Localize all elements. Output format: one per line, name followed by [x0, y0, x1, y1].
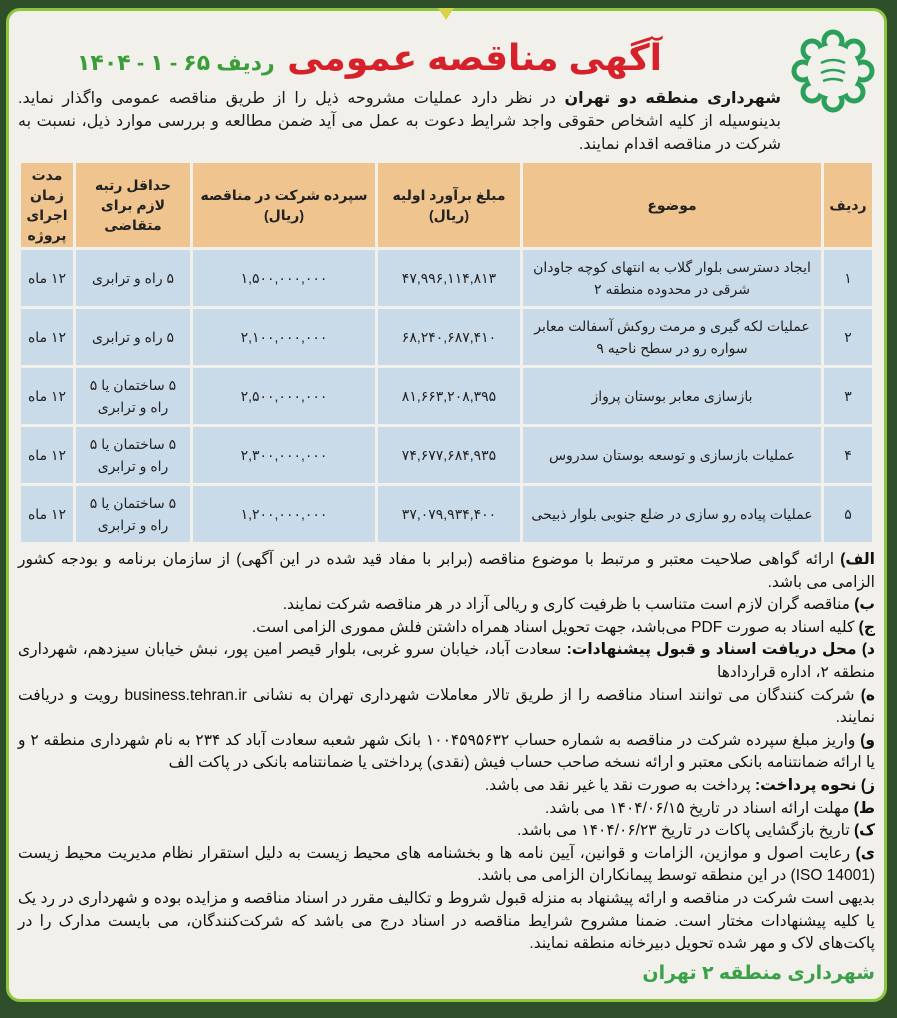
condition-text: سعادت آباد، خیابان سرو غربی، بلوار قیصر امین پور، نبش خیابان سیزدهم، شهرداری منطقه ۲، اداره قراردادها	[18, 641, 875, 681]
condition-item	[18, 798, 875, 821]
condition-item	[18, 639, 875, 684]
estimate-cell: ۳۷,۰۷۹,۹۳۴,۴۰۰	[378, 486, 520, 542]
estimate-cell: ۷۴,۶۷۷,۶۸۴,۹۳۵	[378, 427, 520, 483]
condition-item	[18, 594, 875, 617]
condition-item	[18, 617, 875, 640]
deposit-cell: ۱,۲۰۰,۰۰۰,۰۰۰	[193, 486, 375, 542]
row-number-cell: ۳	[824, 368, 872, 424]
condition-text: رعایت اصول و موازین، الزامات و قوانین، آیین نامه ها و بخشنامه های محیط زیست به دلیل استقرار نظام مدیریت محیط زیست (ISO 14001) در این منطقه توسط پیمانکاران الزامی می باشد.	[18, 844, 875, 885]
min-grade-cell: ۵ ساختمان یا ۵ راه و ترابری	[76, 486, 190, 542]
condition-text: پرداخت به صورت نقد یا غیر نقد می باشد.	[484, 776, 755, 794]
col-duration: مدت زمان اجرای پروژه	[21, 163, 73, 247]
condition-label: و)	[860, 731, 875, 749]
top-notch-marker	[438, 8, 454, 20]
condition-label: ط)	[853, 799, 875, 817]
notice-header	[18, 29, 875, 156]
condition-text: کلیه اسناد به صورت PDF می‌باشد، جهت تحویل اسناد همراه داشتن فلش مموری الزامی است.	[251, 618, 859, 636]
table-row	[21, 250, 872, 306]
table-row	[21, 368, 872, 424]
estimate-cell: ۴۷,۹۹۶,۱۱۴,۸۱۳	[378, 250, 520, 306]
col-min-grade: حداقل رتبه لازم برای متقاضی	[76, 163, 190, 247]
condition-label: ز) نحوه پرداخت:	[754, 776, 875, 794]
estimate-cell: ۸۱,۶۶۳,۲۰۸,۳۹۵	[378, 368, 520, 424]
condition-text: مهلت ارائه اسناد در تاریخ ۱۴۰۴/۰۶/۱۵ می باشد.	[545, 799, 854, 817]
min-grade-cell: ۵ ساختمان یا ۵ راه و ترابری	[76, 427, 190, 483]
condition-label: ج)	[858, 618, 875, 636]
signature: شهرداری منطقه ۲ تهران	[642, 962, 875, 984]
condition-item	[18, 549, 875, 594]
condition-item	[18, 685, 875, 730]
deposit-cell: ۲,۳۰۰,۰۰۰,۰۰۰	[193, 427, 375, 483]
col-row-number: ردیف	[824, 163, 872, 247]
row-number-cell: ۲	[824, 309, 872, 365]
intro-text: در نظر دارد عملیات مشروحه ذیل را از طریق مناقصه عمومی واگذار نماید. بدینوسیله از کلیه اشخاص حقوقی واجد شرایط دعوت به عمل می آید ضمن مطالعه و بررسی موارد ذیل، نسبت به شرکت در مناقصه اقدام نمایند.	[18, 90, 782, 153]
duration-cell: ۱۲ ماه	[21, 427, 73, 483]
col-subject: موضوع	[523, 163, 821, 247]
tender-table	[18, 160, 875, 545]
subject-cell: بازسازی معابر بوستان پرواز	[523, 368, 821, 424]
notice-title	[18, 33, 781, 83]
title-row-number: ردیف ۶۵ - ۱ - ۱۴۰۴	[77, 50, 275, 75]
min-grade-cell: ۵ راه و ترابری	[76, 309, 190, 365]
condition-item	[18, 843, 875, 888]
condition-label: ب)	[854, 596, 875, 614]
deposit-cell: ۲,۱۰۰,۰۰۰,۰۰۰	[193, 309, 375, 365]
condition-item	[18, 820, 875, 843]
duration-cell: ۱۲ ماه	[21, 368, 73, 424]
duration-cell: ۱۲ ماه	[21, 486, 73, 542]
col-estimate: مبلغ برآورد اولیه (ریال)	[378, 163, 520, 247]
condition-text: واریز مبلغ سپرده شرکت در مناقصه به شماره حساب ۱۰۰۴۵۹۵۶۳۲ بانک شهر شعبه سعادت آباد کد ۲۳۴ به نام شهرداری منطقه ۲ و یا ارائه ضمانتنامه بانکی معتبر و ارائه نسخه صاحب حساب فیش (نقدی) پرداختی یا ضمانتنامه بانکی در پاکت الف	[18, 731, 875, 772]
conditions-list	[18, 549, 875, 956]
condition-label: الف)	[840, 551, 875, 568]
condition-item	[18, 775, 875, 798]
title-main: آگهی مناقصه عمومی	[287, 37, 662, 78]
estimate-cell: ۶۸,۲۴۰,۶۸۷,۴۱۰	[378, 309, 520, 365]
condition-text: ارائه گواهی صلاحیت معتبر و مرتبط با موضوع مناقصه (برابر با مفاد قید شده در این آگهی) از سازمان برنامه و بودجه کشور الزامی می باشد.	[18, 551, 875, 591]
deposit-cell: ۲,۵۰۰,۰۰۰,۰۰۰	[193, 368, 375, 424]
condition-label: ه)	[860, 686, 876, 704]
table-header-row	[21, 163, 872, 247]
duration-cell: ۱۲ ماه	[21, 250, 73, 306]
table-row	[21, 309, 872, 365]
condition-text: مناقصه گران لازم است متناسب با ظرفیت کاری و ریالی آزاد در هر مناقصه شرکت نمایند.	[282, 596, 855, 614]
table-row	[21, 486, 872, 542]
min-grade-cell: ۵ ساختمان یا ۵ راه و ترابری	[76, 368, 190, 424]
condition-label: ک)	[853, 822, 875, 840]
tehran-municipality-logo-icon	[791, 29, 875, 113]
table-row	[21, 427, 872, 483]
duration-cell: ۱۲ ماه	[21, 309, 73, 365]
min-grade-cell: ۵ راه و ترابری	[76, 250, 190, 306]
condition-item	[18, 730, 875, 775]
notice-frame	[6, 8, 887, 1002]
row-number-cell: ۱	[824, 250, 872, 306]
condition-item	[18, 888, 875, 956]
subject-cell: عملیات لکه گیری و مرمت روکش آسفالت معابر سواره رو در سطح ناحیه ۹	[523, 309, 821, 365]
subject-cell: ایجاد دسترسی بلوار گلاب به انتهای کوچه جاودان شرقی در محدوده منطقه ۲	[523, 250, 821, 306]
intro-issuer: شهرداری منطقه دو تهران	[564, 90, 782, 107]
condition-text: تاریخ بازگشایی پاکات در تاریخ ۱۴۰۴/۰۶/۲۳ می باشد.	[517, 822, 854, 840]
row-number-cell: ۴	[824, 427, 872, 483]
intro-paragraph	[18, 87, 781, 156]
subject-cell: عملیات بازسازی و توسعه بوستان سدروس	[523, 427, 821, 483]
condition-text: بدیهی است شرکت در مناقصه و ارائه پیشنهاد به منزله قبول شروط و تکالیف مقرر در اسناد مناقصه و مزایده بوده و شهرداری در رد یک یا کلیه پیشنهادات مختار است. ضمنا مشروح شرایط مناقصه در اسناد درج می باشد که شرکت‌کنندگان، می بایست مدارک را در پاکت‌های لاک و مهر شده تحویل دبیرخانه منطقه نمایند.	[18, 889, 875, 953]
condition-label: د) محل دریافت اسناد و قبول پیشنهادات:	[566, 641, 875, 659]
col-deposit: سپرده شرکت در مناقصه (ریال)	[193, 163, 375, 247]
row-number-cell: ۵	[824, 486, 872, 542]
deposit-cell: ۱,۵۰۰,۰۰۰,۰۰۰	[193, 250, 375, 306]
condition-label: ی)	[855, 844, 875, 862]
condition-text: شرکت کنندگان می توانند اسناد مناقصه را از طریق تالار معاملات شهرداری تهران به نشانی business.tehran.ir رویت و دریافت نمایند.	[18, 686, 875, 727]
subject-cell: عملیات پیاده رو سازی در ضلع جنوبی بلوار ذبیحی	[523, 486, 821, 542]
